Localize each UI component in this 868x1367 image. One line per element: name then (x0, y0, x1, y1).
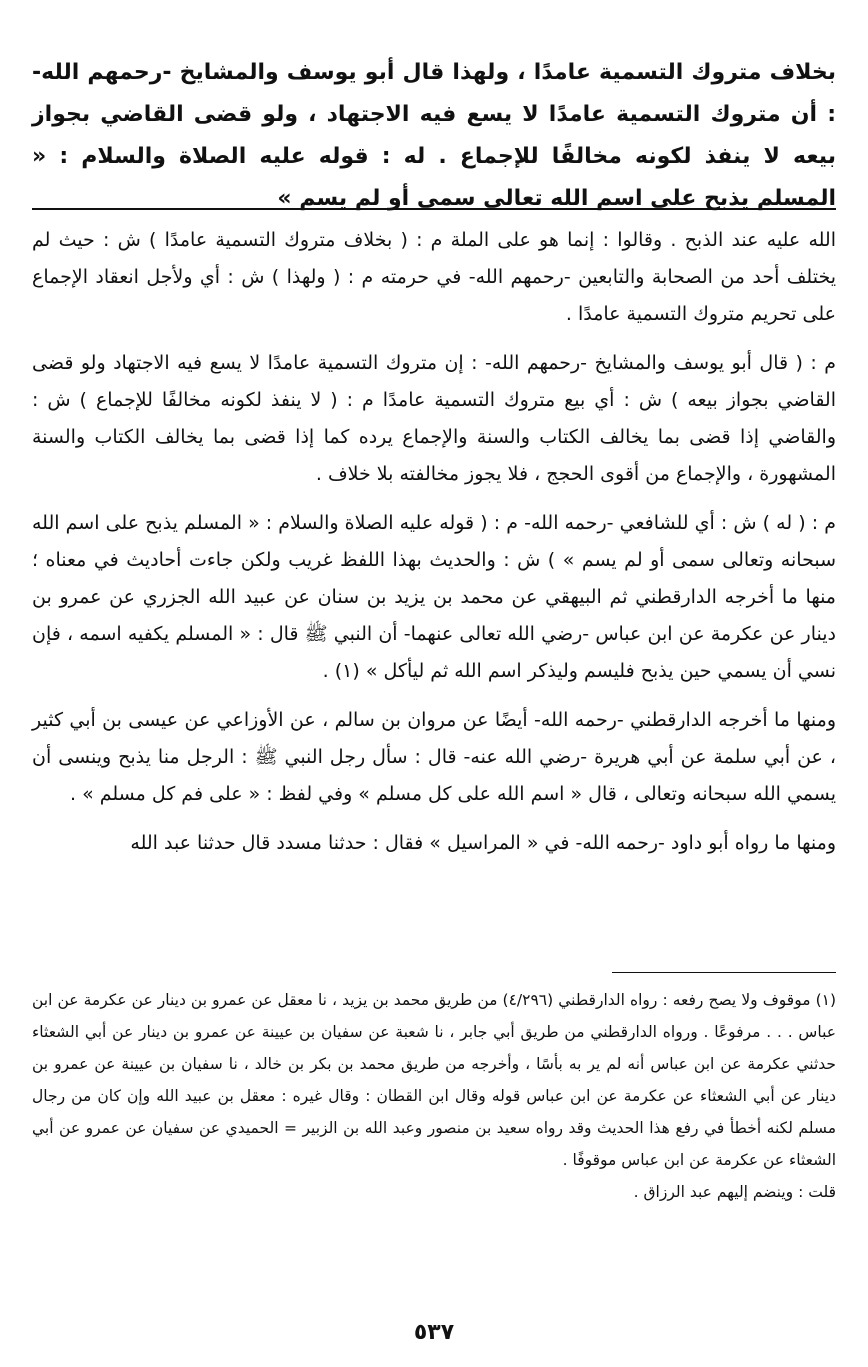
main-separator (32, 208, 836, 210)
footnotes-block (32, 984, 836, 1208)
sharh-paragraph: ومنها ما أخرجه الدارقطني -رحمه الله- أيضًا عن مروان بن سالم ، عن الأوزاعي عن عيسى بن أبي كثير ، عن أبي سلمة عن أبي هريرة -رضي الله عنه- قال : سأل رجل النبي ﷺ : الرجل منا يذبح وينسى أن يسمي الله سبحانه وتعالى ، قال « اسم الله على كل مسلم » وفي لفظ : « على فم كل مسلم » . (32, 709, 836, 805)
footnote-separator (612, 972, 836, 973)
sharh-paragraph: م : ( له ) ش : أي للشافعي -رحمه الله- م : ( قوله عليه الصلاة والسلام : « المسلم يذبح على اسم الله سبحانه وتعالى سمى أو لم يسم » ) ش : والحديث بهذا اللفظ غريب ولكن جاءت أحاديث في معناه ؛ منها ما أخرجه الدارقطني ثم البيهقي عن محمد بن يزيد بن سنان عن عبيد الله الجزري عن عمرو بن دينار عن عكرمة عن ابن عباس -رضي الله تعالى عنهما- أن النبي ﷺ قال : « المسلم يكفيه اسمه ، فإن نسي أن يسمي حين يذبح فليسم وليذكر اسم الله ثم ليأكل » (١) . (32, 512, 836, 682)
matn-text: بخلاف متروك التسمية عامدًا ، ولهذا قال أبو يوسف والمشايخ -رحمهم الله- : أن متروك التسمية عامدًا لا يسع فيه الاجتهاد ، ولو قضى القاضي بجواز بيعه لا ينفذ لكونه مخالفًا للإجماع . له : قوله عليه الصلاة والسلام : « المسلم يذبح على اسم الله تعالى سمى أو لم يسم » (32, 60, 836, 211)
footnote: قلت : وينضم إليهم عبد الرزاق . (633, 1183, 836, 1201)
matn-block (32, 52, 836, 220)
sharh-paragraph: ومنها ما رواه أبو داود -رحمه الله- في « المراسيل » فقال : حدثنا مسدد قال حدثنا عبد الله (130, 832, 836, 854)
sharh-paragraph: الله عليه عند الذبح . وقالوا : إنما هو على الملة م : ( بخلاف متروك التسمية عامدًا ) ش : حيث لم يختلف أحد من الصحابة والتابعين -رحمهم الله- في حرمته م : ( ولهذا ) ش : أي ولأجل انعقاد الإجماع على تحريم متروك التسمية عامدًا . (32, 229, 836, 325)
footnote: (١) موقوف ولا يصح رفعه : رواه الدارقطني (٤/٢٩٦) من طريق محمد بن يزيد ، نا معقل عن عمرو بن دينار عن عكرمة عن ابن عباس . . . مرفوعًا . ورواه الدارقطني من طريق أبي جابر ، نا شعبة عن سفيان بن عيينة عن عمرو بن دينار عن أبي الشعثاء حدثني عكرمة عن ابن عباس أنه لم ير به بأسًا ، وأخرجه من طريق محمد بن بكر بن خالد ، نا سفيان بن عيينة عن عمرو بن دينار عن أبي الشعثاء عن عكرمة عن ابن عباس قوله وقال ابن القطان : وقال غيره : معقل بن عبيد الله وإن كان من رجال مسلم لكنه أخطأ في رفع هذا الحديث وقد رواه سعيد بن منصور وعبد الله بن الزبير = الحميدي عن سفيان عن عمرو عن أبي الشعثاء عن عكرمة عن ابن عباس موقوفًا . (32, 991, 837, 1169)
sharh-block (32, 222, 836, 874)
sharh-paragraph: م : ( قال أبو يوسف والمشايخ -رحمهم الله- : إن متروك التسمية عامدًا لا يسع فيه الاجتهاد ولو قضى القاضي بجواز بيعه ) ش : أي بيع متروك التسمية عامدًا م : ( لا ينفذ لكونه مخالفًا للإجماع ) ش : والقاضي إذا قضى بما يخالف الكتاب والسنة والإجماع يرده كما إذا قضى بما يخالف الكتاب والسنة المشهورة ، والإجماع من أقوى الحجج ، فلا يجوز مخالفته بلا خلاف . (32, 352, 836, 485)
page-number: ٥٣٧ (413, 1320, 455, 1345)
